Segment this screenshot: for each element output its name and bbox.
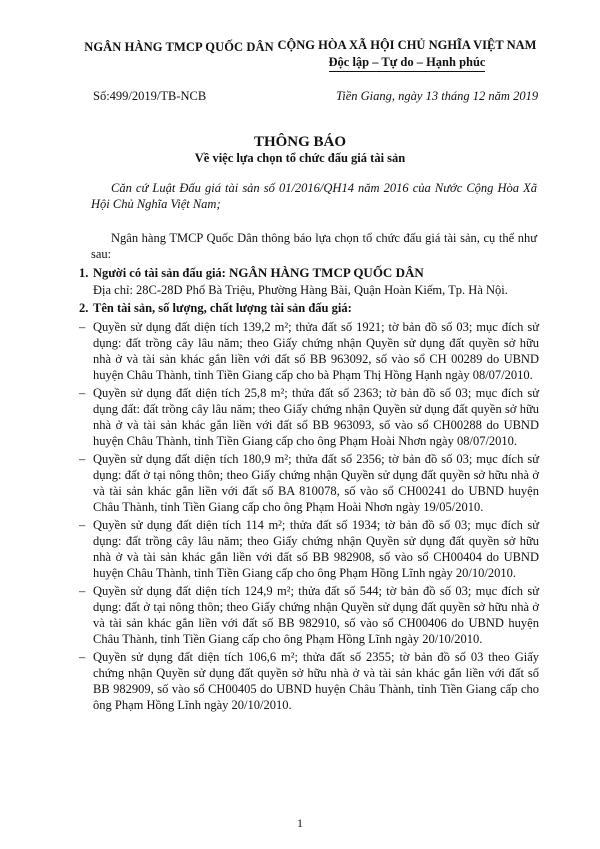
list-item: – Quyền sử dụng đất diện tích 25,8 m²; thửa đất số 2363; tờ bản đồ số 03; mục đích sử dụng đất: đất trồng cây lâu năm; theo Giấy chứng nhận Quyền sử dụng đất quyền sở hữu nhà ở và tài sản khác gắn liền với đất số BB 963093, số vào sổ CH00288 do UBND huyện Châu Thành, tỉnh Tiền Giang cấp cho ông Phạm Hoài Nhơn ngày 08/07/2010. xyxy=(79,386,539,448)
list-item: – Quyền sử dụng đất diện tích 139,2 m²; thửa đất số 1921; tờ bản đồ số 03; mục đích sử dụng: đất trồng cây lâu năm; theo Giấy chứng nhận Quyền sử dụng đất quyền sở hữu nhà ở và tài sản khác gắn liền với đất số BB 963092, số vào sổ CH 00289 do UBND huyện Châu Thành, tỉnh Tiền Giang cấp cho bà Phạm Thị Hồng Hạnh ngày 08/07/2010. xyxy=(79,320,539,382)
document-subtitle: Về việc lựa chọn tổ chức đấu giá tài sản xyxy=(194,151,406,165)
country-name: CỘNG HÒA XÃ HỘI CHỦ NGHĨA VIỆT NAM xyxy=(277,38,537,52)
page-number: 1 xyxy=(297,816,303,830)
intro-paragraph: Ngân hàng TMCP Quốc Dân thông báo lựa chọn tổ chức đấu giá tài sản, cụ thể như sau: xyxy=(91,231,537,261)
section-2-label: Tên tài sản, số lượng, chất lượng tài sản đấu giá: xyxy=(93,301,352,315)
section-1-label: Người có tài sản đấu giá: xyxy=(93,266,226,280)
list-item: – Quyền sử dụng đất diện tích 114 m²; thửa đất số 1934; tờ bản đồ số 03; mục đích sử dụng: đất trồng cây lâu năm; theo Giấy chứng nhận Quyền sử dụng đất quyền sở hữu nhà ở và tài sản khác gắn liền với đất số BB 982908, số vào sổ CH00404 do UBND huyện Châu Thành, tỉnh Tiền Giang cấp cho ông Phạm Hồng Lĩnh ngày 20/10/2010. xyxy=(79,518,539,580)
date-line: Tiền Giang, ngày 13 tháng 12 năm 2019 xyxy=(336,89,539,103)
bank-name: NGÂN HÀNG TMCP QUỐC DÂN xyxy=(84,40,274,54)
owner-address: Địa chỉ: 28C-28D Phố Bà Triệu, Phường Hàng Bài, Quận Hoàn Kiếm, Tp. Hà Nội. xyxy=(93,283,508,297)
section-number: 2. xyxy=(79,301,89,315)
section-1-value: NGÂN HÀNG TMCP QUỐC DÂN xyxy=(228,265,424,280)
legal-basis: Căn cứ Luật Đấu giá tài sản số 01/2016/QH14 năm 2016 của Nước Cộng Hòa Xã Hội Chủ Nghĩa Việt Nam; xyxy=(91,181,537,211)
national-header xyxy=(272,38,542,72)
asset-list xyxy=(79,319,539,715)
motto: Độc lập – Tự do – Hạnh phúc xyxy=(329,55,486,72)
list-item: – Quyền sử dụng đất diện tích 106,6 m²; thửa đất số 2355; tờ bản đồ số 03 theo Giấy chứng nhận Quyền sử dụng đất quyền sở hữu nhà ở và tài sản khác gắn liền với đất số BB 982909, số vào sổ CH00405 do UBND huyện Châu Thành, tỉnh Tiền Giang cấp cho ông Phạm Hồng Lĩnh ngày 20/10/2010. xyxy=(79,650,539,712)
document-number: Số:499/2019/TB-NCB xyxy=(93,89,207,103)
document-title: THÔNG BÁO xyxy=(253,134,347,150)
section-number: 1. xyxy=(79,266,89,280)
list-item: – Quyền sử dụng đất diện tích 124,9 m²; thửa đất số 544; tờ bản đồ số 03; mục đích sử dụng: đất ở tại nông thôn; theo Giấy chứng nhận Quyền sử dụng đất quyền sở hữu nhà ở và tài sản khác gắn liền với đất số BB 982910, số vào sổ CH00406 do UBND huyện Châu Thành, tỉnh Tiền Giang cấp cho ông Phạm Hồng Lĩnh ngày 20/10/2010. xyxy=(79,584,539,646)
list-item: – Quyền sử dụng đất diện tích 180,9 m²; thửa đất số 2356; tờ bản đồ số 03; mục đích sử dụng: đất ở tại nông thôn; theo Giấy chứng nhận Quyền sử dụng đất quyền sở hữu nhà ở và tài sản khác gắn liền với đất số BA 810078, số vào sổ CH00241 do UBND huyện Châu Thành, tỉnh Tiền Giang cấp cho ông Phạm Hoài Nhơn ngày 19/05/2010. xyxy=(79,452,539,514)
